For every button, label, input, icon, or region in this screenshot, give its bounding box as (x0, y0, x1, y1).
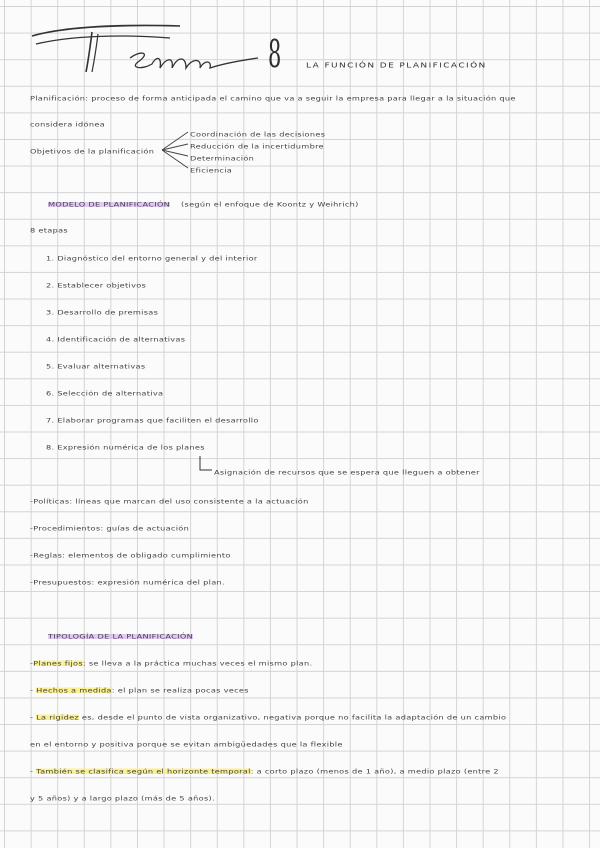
title-subtitle: LA FUNCIÓN DE PLANIFICACIÓN (306, 62, 487, 70)
typology-rigid-text: es, desde el punto de vista organizativo, negativa porque no facilita la adaptación de un cambio (81, 713, 507, 721)
stage-8-note: Asignación de recursos que se espera que lleguen a obtener (214, 468, 480, 476)
typology-measure: - Hechos a medida: el plan se realiza pocas veces (30, 686, 249, 694)
objective-item-4: Eficiencia (190, 166, 233, 174)
model-heading-note: (según el enfoque de Koontz y Weihrich) (181, 200, 359, 208)
model-heading-line (48, 200, 359, 208)
stage-1: 1. Diagnóstico del entorno general y del interior (46, 254, 258, 262)
stage-3: 3. Desarrollo de premisas (46, 308, 159, 316)
definition-procedures: -Procedimientos: guías de actuación (30, 524, 190, 532)
model-heading: MODELO DE PLANIFICACIÓN (48, 200, 171, 208)
typology-measure-label: Hechos a medida (36, 686, 112, 694)
objective-item-3: Determinación (190, 154, 255, 162)
intro-line-2: considera idónea (30, 120, 105, 128)
typology-temporal-text: : a corto plazo (menos de 1 año), a medio plazo (entre 2 (250, 767, 499, 775)
definition-budgets: -Presupuestos: expresión numérica del plan. (30, 578, 225, 586)
typology-fixed-text: : se lleva a la práctica muchas veces el mismo plan. (82, 659, 313, 667)
typology-fixed-label: Planes fijos (33, 659, 83, 667)
typology-heading-line (48, 632, 193, 640)
definition-rules: -Reglas: elementos de obligado cumplimiento (30, 551, 231, 559)
definition-policies: -Políticas: líneas que marcan del uso consistente a la actuación (30, 497, 309, 505)
intro-line-1: Planificación: proceso de forma anticipada el camino que va a seguir la empresa para llegar a la situación que (30, 94, 516, 102)
stage-5: 5. Evaluar alternativas (46, 362, 146, 370)
typology-temporal-line-2: y 5 años) y a largo plazo (más de 5 años). (30, 794, 215, 802)
typology-measure-text: : el plan se realiza pocas veces (111, 686, 249, 694)
typology-heading: TIPOLOGÍA DE LA PLANIFICACIÓN (48, 632, 194, 640)
stage-8: 8. Expresión numérica de los planes (46, 443, 205, 451)
stages-intro: 8 etapas (30, 226, 68, 234)
objective-item-1: Coordinación de las decisiones (190, 130, 326, 138)
objective-item-2: Reducción de la incertidumbre (190, 142, 324, 150)
title-handwritten-logo (30, 14, 260, 84)
typology-rigid: - La rigidez es, desde el punto de vista organizativo, negativa porque no facilita la adaptación de un cambio (30, 713, 507, 721)
stage-6: 6. Selección de alternativa (46, 389, 164, 397)
title-number: 8 (268, 32, 282, 76)
typology-temporal-label: También se clasifica según el horizonte temporal (36, 767, 251, 775)
typology-rigid-label: La rigidez (36, 713, 79, 721)
stage-4: 4. Identificación de alternativas (46, 335, 186, 343)
objectives-label: Objetivos de la planificación (30, 147, 155, 155)
typology-temporal: - También se clasifica según el horizonte temporal: a corto plazo (menos de 1 año), a medio plazo (entre 2 (30, 767, 499, 775)
stage-8-arrow-icon (198, 456, 212, 474)
stage-2: 2. Establecer objetivos (46, 281, 147, 289)
objectives-branch-icon (160, 128, 192, 176)
typology-fixed: -Planes fijos: se lleva a la práctica muchas veces el mismo plan. (30, 659, 313, 667)
typology-rigid-line-2: en el entorno y positiva porque se evitan ambigüedades que la flexible (30, 740, 343, 748)
stage-7: 7. Elaborar programas que faciliten el desarrollo (46, 416, 259, 424)
